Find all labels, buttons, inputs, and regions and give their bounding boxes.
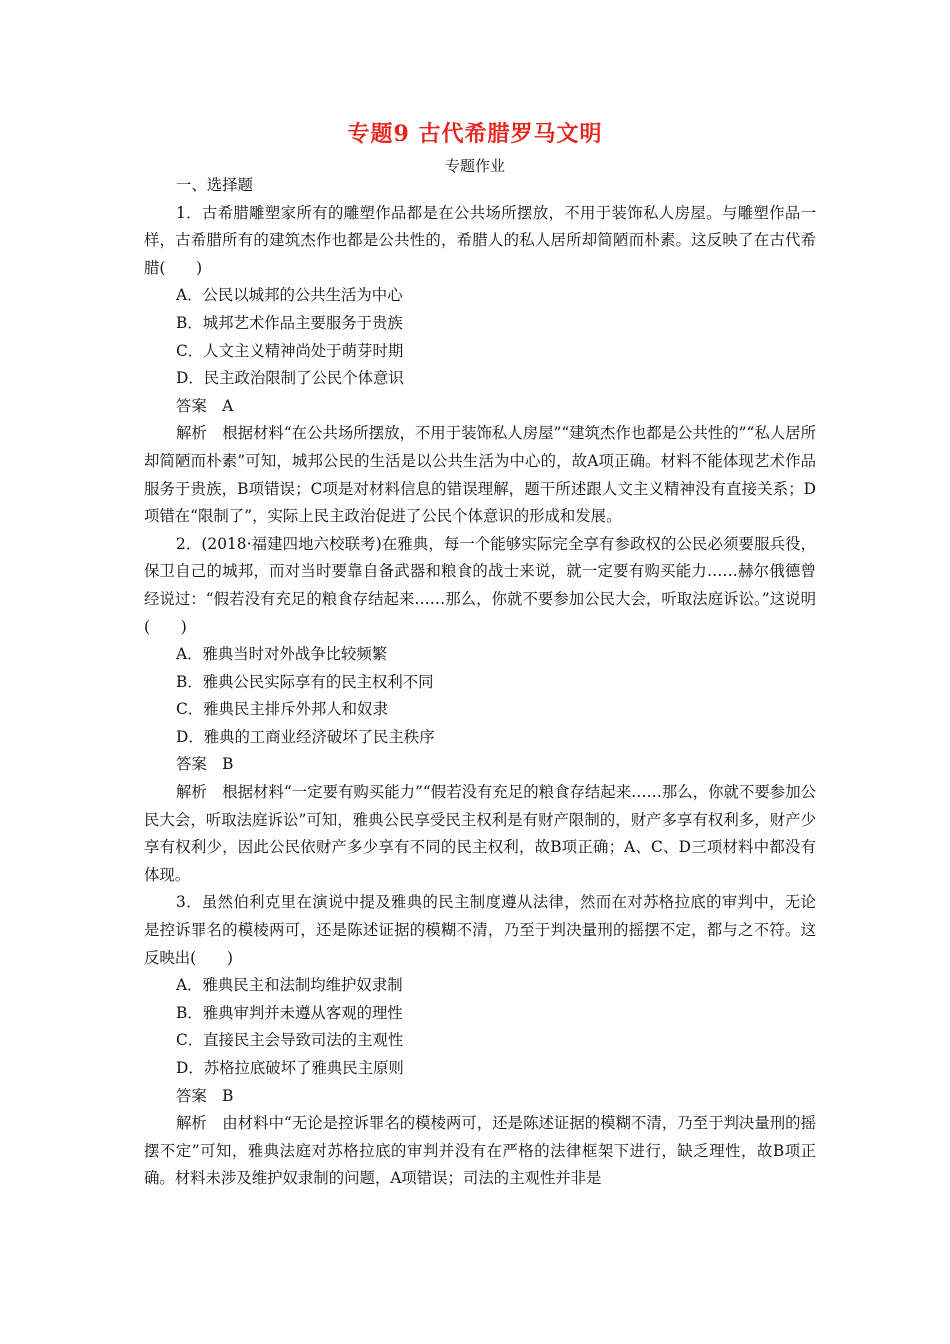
question-stem: 1．古希腊雕塑家所有的雕塑作品都是在公共场所摆放，不用于装饰私人房屋。与雕塑作品一样，古希腊所有的建筑杰作也都是公共性的，希腊人的私人居所却简陋而朴素。这反映了在古代希腊( ) xyxy=(144,203,816,277)
question-stem: 2．(2018·福建四地六校联考)在雅典，每一个能够实际完全享有参政权的公民必须要服兵役，保卫自己的城邦，而对当时要靠自备武器和粮食的战士来说，就一定要有购买能力……赫尔俄德曾经说过：“假若没有充足的粮食存结起来……那么，你就不要参加公民大会，听取法庭诉讼。”这说明( ) xyxy=(144,534,816,636)
question-stem: 3．虽然伯利克里在演说中提及雅典的民主制度遵从法律，然而在对苏格拉底的审判中，无论是控诉罪名的模棱两可，还是陈述证据的模糊不清，乃至于判决量刑的摇摆不定，都与之不符。这反映出( ) xyxy=(144,893,816,967)
question-answer: 答案 A xyxy=(176,396,234,415)
section-heading: 一、选择题 xyxy=(176,176,253,194)
question-option: D．苏格拉底破坏了雅典民主原则 xyxy=(176,1059,404,1077)
document-title: 专题9 古代希腊罗马文明 xyxy=(347,121,603,147)
document-subtitle: 专题作业 xyxy=(444,157,505,175)
question-option: B．雅典审判并未遵从客观的理性 xyxy=(176,1003,403,1022)
question-option: C．雅典民主排斥外邦人和奴隶 xyxy=(176,700,388,719)
question-analysis: 解析 根据材料“在公共场所摆放，不用于装饰私人房屋”“建筑杰作也都是公共性的”“私人居所却简陋而朴素”可知，城邦公民的生活是以公共生活为中心的，故A项正确。材料不能体现艺术作品服务于贵族，B项错误；C项是对材料信息的错误理解，题干所述跟人文主义精神没有直接关系；D项错在“限制了”，实际上民主政治促进了公民个体意识的形成和发展。 xyxy=(144,424,816,526)
question-analysis: 解析 根据材料“一定要有购买能力”“假若没有充足的粮食存结起来……那么，你就不要参加公民大会，听取法庭诉讼”可知，雅典公民享受民主权利是有财产限制的，财产多享有权利多，财产少享有权利少，因此公民依财产多少享有不同的民主权利，故B项正确；A、C、D三项材料中都没有体现。 xyxy=(144,783,816,884)
document-body xyxy=(144,172,816,1193)
question-analysis: 解析 由材料中“无论是控诉罪名的模棱两可，还是陈述证据的模糊不清，乃至于判决量刑的摇摆不定”可知，雅典法庭对苏格拉底的审判并没有在严格的法律框架下进行，缺乏理性，故B项正确。材料未涉及维护奴隶制的问题，A项错误；司法的主观性并非是 xyxy=(144,1114,816,1188)
question-option: A．公民以城邦的公共生活为中心 xyxy=(176,286,403,305)
question-option: D．民主政治限制了公民个体意识 xyxy=(176,369,404,388)
question-option: B．雅典公民实际享有的民主权利不同 xyxy=(176,672,434,691)
question-option: A．雅典当时对外战争比较频繁 xyxy=(176,645,388,664)
question-answer: 答案 B xyxy=(176,755,234,774)
question-option: A．雅典民主和法制均维护奴隶制 xyxy=(176,976,403,995)
question-answer: 答案 B xyxy=(176,1086,234,1105)
question-option: C．人文主义精神尚处于萌芽时期 xyxy=(176,341,404,360)
question-option: D．雅典的工商业经济破坏了民主秩序 xyxy=(176,727,435,746)
question-option: C．直接民主会导致司法的主观性 xyxy=(176,1031,404,1050)
question-option: B．城邦艺术作品主要服务于贵族 xyxy=(176,313,403,332)
